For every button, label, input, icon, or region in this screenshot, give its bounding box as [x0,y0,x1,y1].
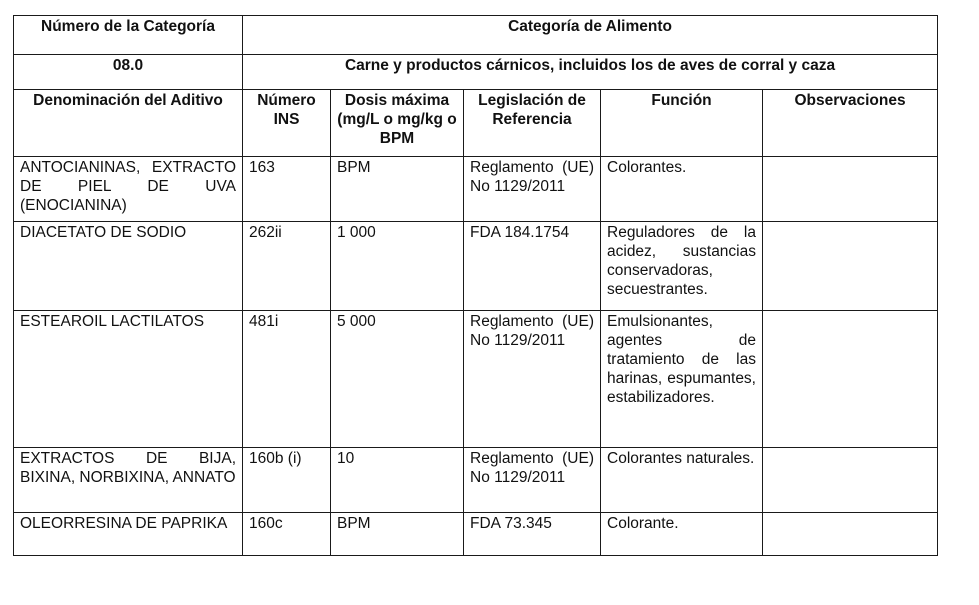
col-additive-header: Denominación del Aditivo [14,90,243,157]
category-row [14,55,938,90]
column-header-row [14,90,938,157]
col-function-header: Función [601,90,763,157]
function: Emulsionantes, agentes de tratamiento de las harinas, espumantes, estabilizadores. [601,311,763,448]
ins-number: 163 [243,157,331,222]
legislation: FDA 184.1754 [464,222,601,311]
observations [763,311,938,448]
ins-number: 262ii [243,222,331,311]
observations [763,448,938,513]
function: Colorantes naturales. [601,448,763,513]
ins-number: 160b (i) [243,448,331,513]
max-dose: 10 [331,448,464,513]
category-name: Carne y productos cárnicos, incluidos los de aves de corral y caza [243,55,938,90]
food-category-header: Categoría de Alimento [243,16,938,55]
table-header-row [14,16,938,55]
additive-name: ANTOCIANINAS, EXTRACTO DE PIEL DE UVA (ENOCIANINA) [14,157,243,222]
observations [763,513,938,556]
additive-name: EXTRACTOS DE BIJA, BIXINA, NORBIXINA, ANNATO [14,448,243,513]
category-number: 08.0 [14,55,243,90]
legislation: FDA 73.345 [464,513,601,556]
additives-document [13,15,938,556]
observations [763,157,938,222]
ins-number: 160c [243,513,331,556]
col-dose-header: Dosis máxima (mg/L o mg/kg o BPM [331,90,464,157]
ins-number: 481i [243,311,331,448]
max-dose: 5 000 [331,311,464,448]
col-ins-header: Número INS [243,90,331,157]
legislation: Reglamento (UE) No 1129/2011 [464,157,601,222]
function: Colorante. [601,513,763,556]
additive-name: ESTEAROIL LACTILATOS [14,311,243,448]
table-row [14,311,938,448]
max-dose: 1 000 [331,222,464,311]
category-number-header: Número de la Categoría [14,16,243,55]
legislation: Reglamento (UE) No 1129/2011 [464,311,601,448]
table-row [14,448,938,513]
additive-name: OLEORRESINA DE PAPRIKA [14,513,243,556]
max-dose: BPM [331,513,464,556]
additive-name: DIACETATO DE SODIO [14,222,243,311]
col-legislation-header: Legislación de Referencia [464,90,601,157]
legislation: Reglamento (UE) No 1129/2011 [464,448,601,513]
table-row [14,222,938,311]
observations [763,222,938,311]
table-row [14,513,938,556]
max-dose: BPM [331,157,464,222]
function: Colorantes. [601,157,763,222]
col-observations-header: Observaciones [763,90,938,157]
function: Reguladores de la acidez, sustancias conservadoras, secuestrantes. [601,222,763,311]
additives-table [13,15,938,556]
table-row [14,157,938,222]
